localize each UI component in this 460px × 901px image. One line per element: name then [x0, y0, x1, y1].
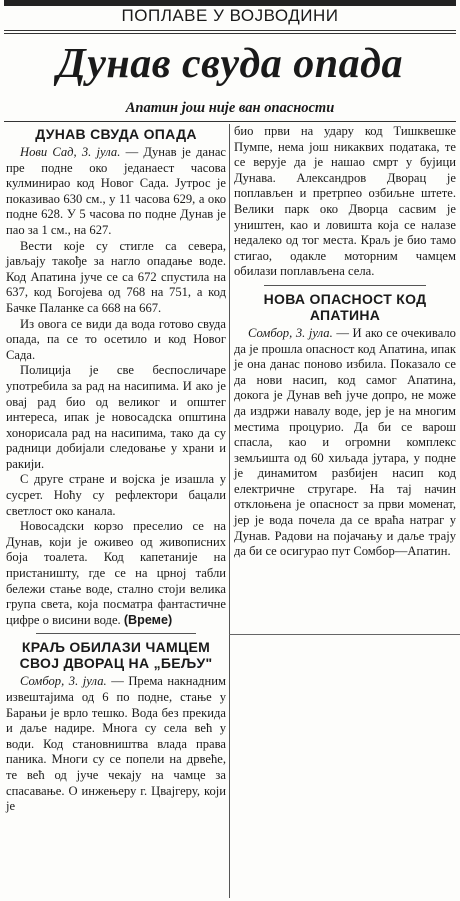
right-column-end-rule [229, 634, 460, 635]
article3-title: НОВА ОПАСНОСТ КОД АПАТИНА [263, 290, 427, 323]
article2-title: КРАЉ ОБИЛАЗИ ЧАМЦЕМ СВОЈ ДВОРАЦ НА „БЕЉУ" [19, 639, 213, 672]
article-separator [36, 633, 196, 634]
article1-title: ДУНАВ СВУДА ОПАДА [35, 126, 197, 142]
article2-dateline: Сомбор, 3. јула. [20, 674, 107, 689]
article1-paragraph-4: Полиција је све беспосличаре употребила за рад на насипима. И ако је овај рад био од великог и општег интереса, ипак је новосадска општина хонорисала рад на насипима, тако да су радници добијали следовање у храни и ракији. [6, 363, 226, 471]
article1-dateline: Нови Сад, 3. јула. [20, 145, 121, 159]
header-rule [4, 121, 456, 122]
article1-paragraph-3: Из овога се види да вода готово свуда опада, па се то осетило и код Новог Сада. [6, 316, 226, 362]
deck: Апатин још није ван опасности [125, 100, 335, 116]
article1-p1-text: — Дунав је данас пре подне око једанаест часова кулминирао код Новог Сада. Јутрос је показивао 630 см., у 11 часова 629, а око подне 628. У 5 часова по подне Дунав је пао за 1 см., на 627. [6, 145, 226, 237]
right-column [234, 124, 456, 560]
column-divider [229, 124, 230, 898]
article2-paragraph-continued: био први на удару код Тишквешке Пумпе, нема још никаквих података, те се верује да је нашао смрт у бујици Дунава. Александров Дворац је поплављен и претрпео озбиљне штете. Велики парк око Дворца сасвим је уништен, као и ловишта која се налазе недалеко од тог места. Краљ је био тамо стигао, одакле моторним чамцем обилази поплављена села. [234, 124, 456, 279]
article3-paragraph-1 [234, 326, 456, 560]
section-rule [4, 30, 456, 31]
article3-p1-text: — И ако се очекивало да је прошла опасност код Апатина, ипак је она данас поново избила. Показало се да нови насип, код самог Апатина, докога је Дунав већ јуче допро, не може да издржи навалу воде, јер је на многим местима процурио. Да би се варош спасла, као и огромни комплекс земљишта од 60 хиљада јутара, у подне је динамитом разбијен насип код електричне стругаре. На тај начин отклоњена је опасност за први моменат, јер је вода почела да се враћа натраг у Дунав. Радови на појачању и даље трају да би се осигурао пут Сомбор—Апатин. [234, 325, 456, 559]
article1-paragraph-2: Вести које су стигле са севера, јављају такође за нагло опадање воде. Код Апатина јуче се са 672 спустила на 637, код Богојева од 768 на 751, а код Бачке Паланке са 668 на 667. [6, 238, 226, 315]
article1-paragraph-6 [6, 519, 226, 628]
article1-paragraph-5: С друге стране и војска је изашла у сусрет. Ноћу су рефлектори бацали светлост око канала. [6, 472, 226, 518]
article1-credit: (Време) [123, 612, 173, 627]
article2-p1-text: — Према накнадним извештајима од 6 по подне, стање у Барањи је врло тешко. Вода без прекида и даље надире. Многа су села већ у води. Код становништва влада права паника. Многи су се попели на дрвеће, те већ од јуче чекају на чамце за спасавање. О инжењеру г. Цвајгеру, који је [6, 674, 226, 814]
section-rule-double [4, 33, 456, 34]
article-separator [264, 285, 426, 286]
article3-dateline: Сомбор, 3. јула. [248, 325, 333, 340]
left-column [6, 124, 226, 898]
headline: Дунав свуда опада [57, 41, 403, 87]
article1-paragraph-1 [6, 145, 226, 239]
article2-paragraph-1 [6, 674, 226, 814]
article1-p6-text: Новосадски корзо преселио се на Дунав, који је оживео од живописних боја тоалета. Код капетаније на пристаништу, где се на црној табли бележи стање воде, стално стоји велика група света, која посматра фантастичне цифре о висини воде. [6, 519, 226, 627]
section-label: ПОПЛАВЕ У ВОЈВОДИНИ [121, 6, 339, 25]
